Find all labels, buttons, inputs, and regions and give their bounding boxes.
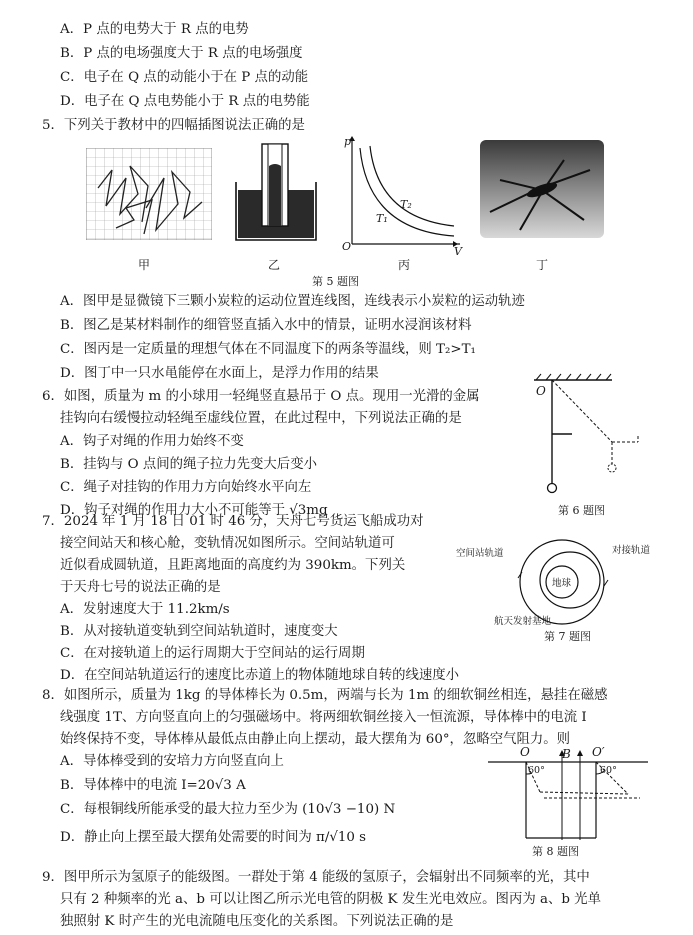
q4-option-c: C．电子在 Q 点的动能小于在 P 点的动能	[60, 70, 309, 85]
q8-fig-label-b: B	[562, 747, 571, 761]
q7-label-earth: 地球	[552, 578, 572, 589]
q5-fig-ding-water-strider-photo	[480, 140, 604, 238]
q6-option-c: C．绳子对挂钩的作用力方向始终水平向左	[60, 480, 312, 495]
q8-fig-label-o: O	[520, 745, 530, 759]
q6-option-d: D．钩子对绳的作用力大小不可能等于 √3mg	[60, 503, 328, 518]
q5-fig-jia-particle-paths	[86, 148, 212, 240]
q8-caption: 第 8 题图	[532, 845, 579, 858]
q8-stem-line-2: 线强度 1T、方向竖直向上的匀强磁场中。将两细软铜丝接入一恒流源，导体棒中的电流 I	[60, 710, 587, 725]
q8-option-d: D．静止向上摆至最大摆角处需要的时间为 π/√10 s	[60, 830, 367, 845]
q5-option-b: B．图乙是某材料制作的细管竖直插入水中的情景，证明水浸润该材料	[60, 318, 472, 333]
q9-stem-line-2: 只有 2 种频率的光 a、b 可以让图乙所示光电管的阴极 K 发生光电效应。图丙为 a、b 光单	[60, 892, 601, 907]
q8-fig-angle-left: 60°	[528, 765, 545, 776]
q4-option-b: B．P 点的电场强度大于 R 点的电场强度	[60, 46, 303, 61]
q6-caption: 第 6 题图	[558, 504, 605, 517]
q5-fig-bing-isotherm-graph	[338, 134, 464, 254]
q7-label-station-orbit: 空间站轨道	[456, 548, 504, 559]
q5-fig-label-bing: 丙	[398, 258, 411, 272]
q8-fig-label-o-prime: O′	[592, 745, 605, 759]
q7-stem-line-1: 7．2024 年 1 月 18 日 01 时 46 分，天舟七号货运飞船成功对	[42, 514, 424, 529]
q5-option-d: D．图丁中一只水黾能停在水面上，是浮力作用的结果	[60, 366, 379, 381]
q5-stem: 5．下列关于教材中的四幅插图说法正确的是	[42, 118, 305, 133]
q7-label-docking-orbit: 对接轨道	[612, 545, 651, 556]
q5-fig-label-yi: 乙	[268, 258, 281, 272]
q5-option-a: A．图甲是显微镜下三颗小炭粒的运动位置连线图，连线表示小炭粒的运动轨迹	[60, 294, 525, 309]
q4-option-a: A．P 点的电势大于 R 点的电势	[60, 22, 249, 37]
q6-fig-label-o: O	[536, 384, 546, 398]
q5-graph-label-t2: T₂	[400, 198, 412, 211]
q6-option-a: A．钩子对绳的作用力始终不变	[60, 434, 244, 449]
q4-option-d: D．电子在 Q 点电势能小于 R 点的电势能	[60, 94, 310, 109]
q8-stem-line-1: 8．如图所示，质量为 1kg 的导体棒长为 0.5m，两端与长为 1m 的细软铜丝相连，悬挂在磁感	[42, 688, 608, 703]
q7-option-b: B．从对接轨道变轨到空间站轨道时，速度变大	[60, 624, 338, 639]
q9-stem-line-3: 独照射 K 时产生的光电流随电压变化的关系图。下列说法正确的是	[60, 914, 454, 929]
q8-option-c: C．每根铜线所能承受的最大拉力至少为 (10√3 −10) N	[60, 802, 396, 817]
q8-stem-line-3: 始终保持不变，导体棒从最低点由静止向上摆动，最大摆角为 60°，忽略空气阻力。则	[60, 732, 571, 747]
q5-fig-label-ding: 丁	[536, 258, 549, 272]
q5-graph-label-t1: T₁	[376, 212, 388, 225]
q7-option-d: D．在空间站轨道运行的速度比赤道上的物体随地球自转的线速度小	[60, 668, 460, 683]
q5-graph-origin: O	[342, 240, 352, 253]
q7-stem-line-3: 近似看成圆轨道，且距离地面的高度约为 390km。下列关	[60, 558, 406, 573]
q7-caption: 第 7 题图	[544, 630, 591, 643]
q8-option-a: A．导体棒受到的安培力方向竖直向上	[60, 754, 284, 769]
q6-option-b: B．挂钩与 O 点间的绳子拉力先变大后变小	[60, 457, 317, 472]
q5-graph-axis-p: p	[344, 135, 352, 148]
q5-graph-axis-v: V	[454, 245, 462, 258]
q5-caption: 第 5 题图	[312, 275, 359, 288]
q7-label-launch-base: 航天发射基地	[494, 616, 552, 627]
q5-fig-label-jia: 甲	[138, 258, 151, 272]
q5-fig-yi-capillary-tube	[232, 142, 320, 242]
q5-option-c: C．图丙是一定质量的理想气体在不同温度下的两条等温线，则 T₂>T₁	[60, 342, 476, 357]
q9-stem-line-1: 9．图甲所示为氢原子的能级图。一群处于第 4 能级的氢原子，会辐射出不同频率的光，其中	[42, 870, 590, 885]
q6-figure-pendulum-hook	[528, 372, 648, 502]
q8-fig-angle-right: 60°	[600, 765, 617, 776]
q7-stem-line-2: 接空间站天和核心舱，变轨情况如图所示。空间站轨道可	[60, 536, 395, 551]
q8-option-b: B．导体棒中的电流 I=20√3 A	[60, 778, 246, 793]
q7-option-a: A．发射速度大于 11.2km/s	[60, 602, 230, 617]
q6-stem-line-1: 6．如图，质量为 m 的小球用一轻绳竖直悬吊于 O 点。现用一光滑的金属	[42, 389, 480, 404]
q7-stem-line-4: 于天舟七号的说法正确的是	[60, 580, 221, 595]
q7-option-c: C．在对接轨道上的运行周期大于空间站的运行周期	[60, 646, 365, 661]
q6-stem-line-2: 挂钩向右缓慢拉动轻绳至虚线位置，在此过程中，下列说法正确的是	[60, 411, 462, 426]
